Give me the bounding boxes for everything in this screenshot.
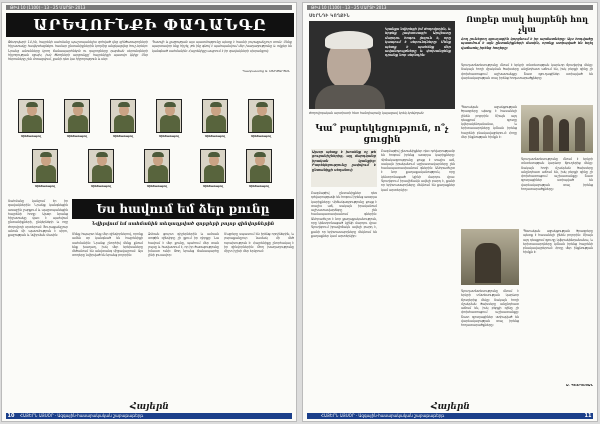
soldier-caption: Զինծառայող	[20, 135, 42, 138]
soldier-caption: Զինծառայող	[202, 185, 224, 188]
left-page	[1, 2, 297, 422]
right-section-label: ՍԵՐՆԴԻ ԿՈՂՔԻՆ	[309, 13, 350, 18]
right-body-column-b: Գյուղատնտեսությունը մնում է երկրի տնտեսության կարևոր ճյուղերից մեկը։ Սակայն հողի մշակման ծախսերը անընդհատ աճում են, իսկ բերքի գինը չի փոխհատուցում աշխատանքը։ Շատ գյուղացիներ ստիպված են վարձակալության տալ իրենց հողատարածքները։	[521, 157, 593, 192]
soldier-portrait	[88, 149, 114, 183]
left-subheadline-2: Նվիրվում եմ սահմանին տեղադրված զորքերի բոլոր զինվորներին	[91, 222, 275, 227]
soldier-portrait	[200, 149, 226, 183]
left-banner-title: ԱՐԵՎՈՒՆՔԻ ՓԱՂԱՆԳԸ	[6, 13, 294, 37]
soldier-portrait	[248, 99, 274, 133]
soldier-caption: Զինծառայող	[112, 135, 134, 138]
right-body-column-a: Պետական աջակցության ծրագրերը պետք է հասանելի լինեն բոլորին։ Միայն այդ դեպքում գյուղը կվերակենդանանա, և երիտասարդները կմնան իրենց հայրենի բնակավայրերում։ Հողը մեր ինքնության հիմքն է։	[461, 105, 517, 140]
left-page-number: 10	[7, 413, 15, 419]
soldier-portrait	[64, 99, 90, 133]
right-headline-left: Կա՞ բարեկեցություն, ո՞չ ցուցին	[315, 124, 449, 145]
left-article-column-3: Մայրերը սպասում են իրենց որդիներին, և յուրաքանչյուր նամակ մի մեծ ուրախություն է։ Հայրենիքը շնորհակալ է իր զինվորներին։ Թող խաղաղությունը միշտ իշխի մեր երկրում։	[224, 232, 294, 254]
soldier-caption: Զինծառայող	[90, 185, 112, 188]
left-headline-2: Ես հավում եմ ձեր քունը	[72, 199, 294, 219]
left-masthead-logo: Հայերն	[130, 402, 169, 412]
soldier-portrait	[18, 99, 44, 133]
right-body-column-d: Գյուղատնտեսությունը մնում է երկրի տնտեսության կարևոր ճյուղերից մեկը։ Սակայն հողի մշակման ծախսերը անընդհատ աճում են, իսկ բերքի գինը չի փոխհատուցում աշխատանքը։ Շատ գյուղացիներ ստիպված են վարձակալության տալ իրենց հողատարածքները։	[461, 289, 519, 328]
soldier-caption: Զինծառայող	[248, 185, 270, 188]
soldier-caption: Զինծառայող	[66, 135, 88, 138]
soldier-portrait	[110, 99, 136, 133]
soldier-caption: Զինծառայող	[204, 135, 226, 138]
right-left-column-2: Բազմաթիվ ընտանիքներ դեռ դժվարությամբ են հոգում իրենց առօրյա կարիքները։ Վիճակագրությունը ցույց է տալիս աճ, սակայն իրականում աշխատավարձերը չեն համապատասխանում գներին։ Անհրաժեշտ է նոր քաղաքականություն, որը կենտրոնացած կլինի մարդու վրա։ Գյուղերում իրավիճակն ավելի բարդ է, քանի որ երիտասարդները մեկնում են քաղաքներ կամ արտերկիր։	[381, 149, 455, 192]
right-left-column-1: Բազմաթիվ ընտանիքներ դեռ դժվարությամբ են հոգում իրենց առօրյա կարիքները։ Վիճակագրությունը ցույց է տալիս աճ, սակայն իրականում աշխատավարձերը չեն համապատասխանում գներին։ Անհրաժեշտ է նոր քաղաքականություն, որը կենտրոնացած կլինի մարդու վրա։ Գյուղերում իրավիճակն ավելի բարդ է, քանի որ երիտասարդները մեկնում են քաղաքներ կամ արտերկիր։	[311, 191, 377, 238]
soldier-portrait	[32, 149, 58, 183]
rural-people-photo	[521, 105, 593, 153]
soldier-caption: Զինծառայող	[34, 185, 56, 188]
right-body-column-c: Պետական աջակցության ծրագրերը պետք է հասանելի լինեն բոլորին։ Միայն այդ դեպքում գյուղը կվերակենդանանա, և երիտասարդները կմնան իրենց հայրենի բնակավայրերում։ Հողը մեր ինքնության հիմքն է։	[523, 229, 593, 255]
left-header-strip: ԹԻՎ 10 (1100) · 13 - 25 ՄԱՐՏԻ 2013	[6, 5, 292, 10]
right-lead: Հող չունեցող գյուղացին կորցնում է իր արմատները։ Այս հոդվածը պատմում է այն ընտանիքների մասին, որոնք ստիպված են եղել վաճառել իրենց հողերը։	[461, 37, 593, 50]
right-body: Գյուղատնտեսությունը մնում է երկրի տնտեսության կարևոր ճյուղերից մեկը։ Սակայն հողի մշակման ծախսերը անընդհատ աճում են, իսկ բերքի գինը չի փոխհատուցում աշխատանքը։ Շատ գյուղացիներ ստիպված են վարձակալության տալ իրենց հողատարածքները։	[461, 63, 593, 80]
soldier-caption: Զինծառայող	[250, 135, 272, 138]
soldier-caption: Զինծառայող	[158, 135, 180, 138]
photo-caption: Ժողովրդական արտիստի հետ հանդիպումը կայացավ երեկ երեկոյան։	[309, 111, 425, 115]
right-header-strip: ԹԻՎ 10 (1100) · 13 - 25 ՄԱՐՏԻ 2013	[307, 5, 593, 10]
right-page-number: 11	[584, 413, 592, 419]
right-headline-right: Ոտքեր տակ հայրենի հող չկա	[466, 14, 588, 34]
left-intro-text: Փետրվարի 14-ին, հայրենի սահմանը պաշտպանելիս զոհված վեց զինծառայողների հիշատակը հավերժացնելու համար ընտանիքներին կողմից անցկացվեց հուշ-երեկո։ Նրանց անունները կրող ճանապարհներն ու դպրոցները դարձան սերունդների հիշողության օջախ, իսկ ծնողների արցունքը՝ հայրենիքի պատվո կնիք։ Մեր հերոսները չեն մոռացվում, քանի դեռ կա հիշողություն և սեր։	[8, 40, 148, 62]
photo-quote: Կյանքս նվիրեցի իմ ժողովրդին, և երբեք չափսոսացի։ Արվեստը մարդու հոգու լեզուն է, որը կապում է սերունդները։ Մենք պետք է պահենք մեր ավանդույթները և փոխանցենք դրանք նոր սերնդին։	[385, 27, 451, 58]
village-photo	[461, 229, 519, 285]
right-footer-strip: ՀԱՅԵՐՆ ԱՅՍՕՐ · Ազգային-հասարակական շաբաթաթերթ	[307, 413, 593, 419]
left-bottom-column: Սահմանը կանչում էր իր զավակներին։ Նրանք կանգնեցին առաջին շարքում և պաշտպանեցին հայրենի հողը։ Այսօր նրանց հիշատակը վառ է պահվում ընտանիքների, ընկերների և ողջ ժողովրդի սրտերում։ Յուրաքանչյուր անուն մի պատմություն է սիրո, քաջության և նվիրման մասին։	[8, 199, 68, 238]
right-page	[302, 2, 598, 422]
soldier-portrait	[144, 149, 170, 183]
soldier-portrait	[246, 149, 272, 183]
left-article-column-2: Ձմռան ցուրտ գիշերներին և ամռան տոթին զինվորը չի լքում իր դիրքը։ Նա հավում է մեր քունը, պահում մեր տան լույսը և հավատում է, որ իր ծառայությունը իմաստ ունի։ Թող նրանց ճանապարհը լինի լուսավոր։	[148, 232, 219, 258]
left-author: Պատրաստեց Ա. ՄԽԻԹԱՐՅԱՆ	[242, 69, 290, 73]
right-masthead-logo: Հայերն	[431, 402, 470, 412]
elder-portrait-photo	[309, 21, 455, 109]
left-intro-text-right: Պատվի և քաջության այս պատմությունը պետք է հասնի յուրաքանչյուր տուն։ Մենք պարտավոր ենք հիշել, թե ինչ գնով է պահպանվում մեր խաղաղությունը և ովքեր են կանգնած սահմանին։ Հայրենիքը ապրում է իր զավակների սխրանքով։	[152, 40, 292, 53]
soldier-caption: Զինծառայող	[146, 185, 168, 188]
right-author: Ա. ՊԵՏՐՈՍՅԱՆ	[565, 383, 593, 387]
soldier-portrait	[156, 99, 182, 133]
left-article-column-1: Մենք հպարտ ենք մեր զինվորներով, որոնք ամեն օր կանգնած են հայրենիքի սահմանին։ Նրանց շնորհիվ մենք քնում ենք խաղաղ, իսկ մեր երեխաները մեծանում են անվտանգ միջավայրում։ Այս տողերը նվիրված են նրանց բոլորին։	[72, 232, 143, 258]
left-pull-quote: Այսօր պետք է խոսենք ոչ թե ցուցանիշներից, այլ մարդկանց իրական կյանքից։ Բարեկեցությունը չափվում է ընտանիքի սեղանով։	[311, 149, 377, 187]
left-footer-strip: ՀԱՅԵՐՆ ԱՅՍՕՐ · Ազգային-հասարակական շաբաթաթերթ	[6, 413, 292, 419]
soldier-portrait	[202, 99, 228, 133]
